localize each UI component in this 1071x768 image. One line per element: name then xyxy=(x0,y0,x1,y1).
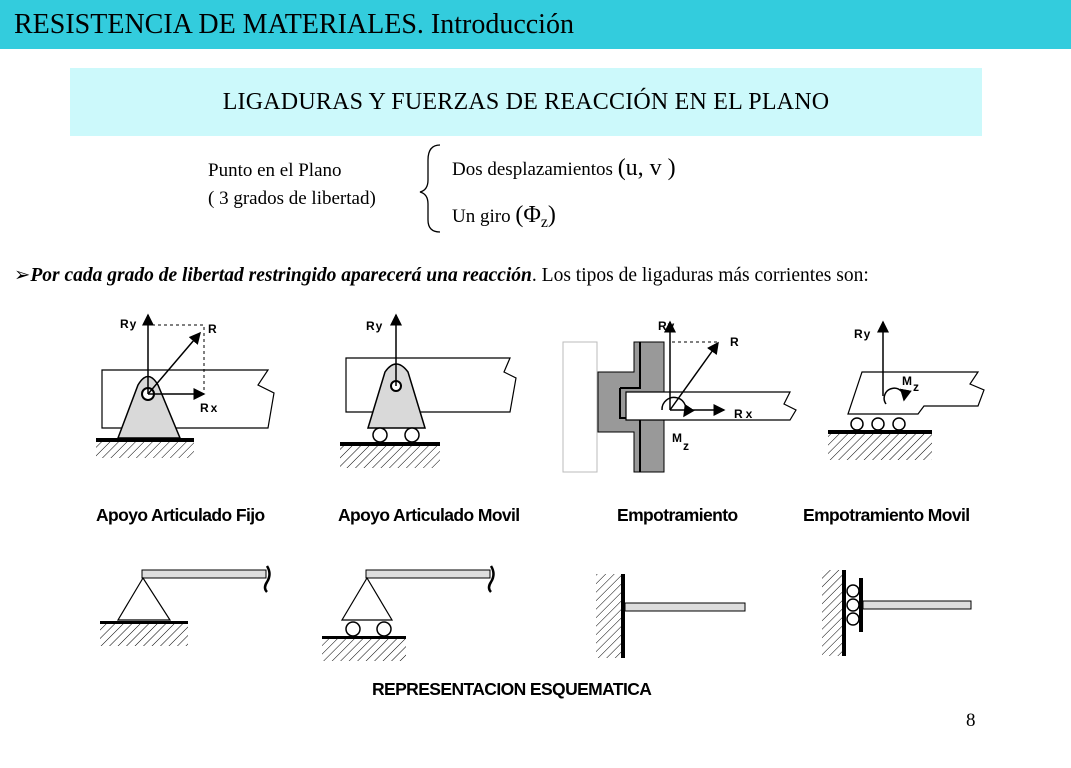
schematic-fixed-pin xyxy=(100,566,270,646)
caption-sliding-fixed: Empotramiento Movil xyxy=(803,505,970,525)
rx-label-3: R x xyxy=(734,407,753,421)
bullet-rest-text: . Los tipos de ligaduras más corrientes son: xyxy=(531,265,869,286)
roller-icon xyxy=(851,418,863,430)
arrow-bullet-icon: ➢ xyxy=(14,265,31,286)
schematic-roller-pin xyxy=(322,566,494,661)
fixed-pin-support-figure xyxy=(96,315,274,458)
bullet-bold-text: Por cada grado de libertad restringido aparecerá una reacción xyxy=(30,265,532,286)
mz-label-3: Mz xyxy=(672,431,689,453)
caption-fixed-pin: Apoyo Articulado Fijo xyxy=(96,505,265,525)
caption-roller-pin: Apoyo Articulado Movil xyxy=(338,505,520,525)
beam-icon xyxy=(346,358,516,412)
ry-label-4: Ry xyxy=(854,327,871,341)
dof-point-label: Punto en el Plano xyxy=(208,160,342,181)
schematic-sliding-fixed xyxy=(822,570,971,656)
caption-schematic: REPRESENTACION ESQUEMATICA xyxy=(372,679,652,699)
wall-hatch-icon xyxy=(596,574,622,658)
rotation-open: (Φ xyxy=(515,202,541,228)
ground-hatch-icon xyxy=(322,639,406,661)
displacements-vars: (u, v ) xyxy=(617,155,676,181)
r-label-1: R xyxy=(208,322,217,336)
mz-label-4: Mz xyxy=(902,374,919,394)
ground-hatch-icon xyxy=(100,624,188,646)
ground-hatch-icon xyxy=(828,434,932,460)
rotation-sub: z xyxy=(540,213,548,231)
roller-pin-support-figure xyxy=(340,315,516,468)
roller-icon xyxy=(373,428,387,442)
wall-hatch-icon xyxy=(822,570,844,656)
ry-label-1: Ry xyxy=(120,317,137,331)
schematic-fixed xyxy=(596,574,745,658)
brace-icon xyxy=(420,145,440,232)
dof-count-label: ( 3 grados de libertad) xyxy=(208,188,376,209)
ground-hatch-icon xyxy=(340,446,440,468)
r-label-3: R xyxy=(730,335,739,349)
caption-fixed: Empotramiento xyxy=(617,505,738,525)
ry-label-3: Ry xyxy=(658,319,675,333)
rotation-close: ) xyxy=(547,202,556,228)
ground-hatch-icon xyxy=(96,442,194,458)
rx-label-1: R x xyxy=(200,401,218,415)
page-number: 8 xyxy=(966,710,976,731)
displacements-text: Dos desplazamientos xyxy=(452,159,613,180)
roller-icon xyxy=(872,418,884,430)
ry-label-2: Ry xyxy=(366,319,383,333)
beam-icon xyxy=(626,392,796,420)
roller-icon xyxy=(893,418,905,430)
rotation-text: Un giro xyxy=(452,206,511,227)
fixed-wall-support-figure xyxy=(563,322,796,472)
page-title: RESISTENCIA DE MATERIALES. Introducción xyxy=(14,9,574,40)
roller-icon xyxy=(405,428,419,442)
section-title: LIGADURAS Y FUERZAS DE REACCIÓN EN EL PLANO xyxy=(222,89,830,115)
sliding-fixed-support-figure xyxy=(828,322,984,460)
